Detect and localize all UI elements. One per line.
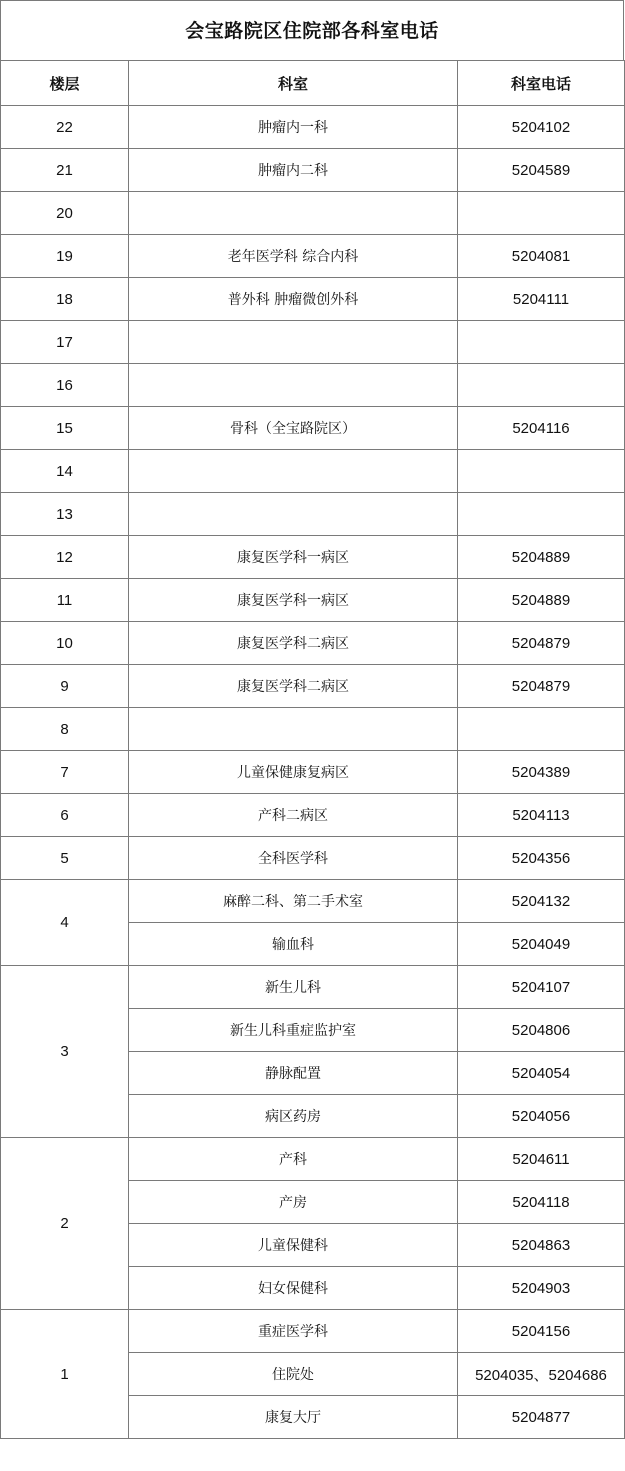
department-cell (129, 321, 458, 364)
phone-cell: 5204056 (458, 1095, 625, 1138)
floor-cell: 22 (1, 106, 129, 149)
department-cell: 康复医学科一病区 (129, 579, 458, 622)
table-row (1, 966, 625, 1009)
floor-cell: 18 (1, 278, 129, 321)
phone-cell: 5204889 (458, 579, 625, 622)
phone-cell: 5204903 (458, 1267, 625, 1310)
table-row (1, 192, 625, 235)
department-cell: 普外科 肿瘤微创外科 (129, 278, 458, 321)
floor-cell: 13 (1, 493, 129, 536)
table-row (1, 450, 625, 493)
phone-cell: 5204589 (458, 149, 625, 192)
phone-cell: 5204102 (458, 106, 625, 149)
floor-cell: 17 (1, 321, 129, 364)
department-cell: 康复医学科二病区 (129, 622, 458, 665)
phone-cell: 5204054 (458, 1052, 625, 1095)
table-row (1, 407, 625, 450)
department-cell: 康复医学科二病区 (129, 665, 458, 708)
phone-cell: 5204806 (458, 1009, 625, 1052)
floor-cell: 14 (1, 450, 129, 493)
floor-cell: 8 (1, 708, 129, 751)
department-cell: 新生儿科重症监护室 (129, 1009, 458, 1052)
table-row (1, 278, 625, 321)
phone-cell: 5204107 (458, 966, 625, 1009)
floor-cell: 7 (1, 751, 129, 794)
table-row (1, 880, 625, 923)
table-row (1, 106, 625, 149)
table-row (1, 751, 625, 794)
phone-cell: 5204111 (458, 278, 625, 321)
phone-cell (458, 493, 625, 536)
floor-cell: 1 (1, 1310, 129, 1439)
floor-cell: 11 (1, 579, 129, 622)
department-cell (129, 364, 458, 407)
phone-cell: 5204116 (458, 407, 625, 450)
floor-cell: 16 (1, 364, 129, 407)
header-department: 科室 (129, 61, 458, 106)
phone-cell (458, 450, 625, 493)
department-cell: 静脉配置 (129, 1052, 458, 1095)
department-cell: 产科 (129, 1138, 458, 1181)
table-row (1, 1310, 625, 1353)
department-cell: 妇女保健科 (129, 1267, 458, 1310)
phone-cell: 5204611 (458, 1138, 625, 1181)
header-floor: 楼层 (1, 61, 129, 106)
table-row (1, 321, 625, 364)
phone-cell: 5204879 (458, 665, 625, 708)
table-row (1, 708, 625, 751)
floor-cell: 5 (1, 837, 129, 880)
department-phone-table (0, 60, 625, 1439)
floor-cell: 21 (1, 149, 129, 192)
department-cell (129, 192, 458, 235)
phone-cell (458, 321, 625, 364)
table-row (1, 622, 625, 665)
department-cell: 儿童保健科 (129, 1224, 458, 1267)
table-row (1, 235, 625, 278)
department-cell: 儿童保健康复病区 (129, 751, 458, 794)
department-cell: 康复大厅 (129, 1396, 458, 1439)
table-row (1, 149, 625, 192)
department-cell: 骨科（全宝路院区） (129, 407, 458, 450)
header-phone: 科室电话 (458, 61, 625, 106)
phone-cell: 5204049 (458, 923, 625, 966)
table-row (1, 665, 625, 708)
phone-cell: 5204877 (458, 1396, 625, 1439)
floor-cell: 3 (1, 966, 129, 1138)
department-cell: 新生儿科 (129, 966, 458, 1009)
phone-cell: 5204356 (458, 837, 625, 880)
department-cell: 住院处 (129, 1353, 458, 1396)
table-row (1, 579, 625, 622)
table-row (1, 837, 625, 880)
phone-cell: 5204863 (458, 1224, 625, 1267)
table-row (1, 794, 625, 837)
floor-cell: 19 (1, 235, 129, 278)
phone-cell: 5204113 (458, 794, 625, 837)
phone-cell: 5204389 (458, 751, 625, 794)
table-row (1, 493, 625, 536)
floor-cell: 12 (1, 536, 129, 579)
department-cell: 麻醉二科、第二手术室 (129, 880, 458, 923)
department-cell (129, 493, 458, 536)
department-cell: 输血科 (129, 923, 458, 966)
floor-cell: 2 (1, 1138, 129, 1310)
phone-cell (458, 364, 625, 407)
phone-cell: 5204889 (458, 536, 625, 579)
phone-cell: 5204118 (458, 1181, 625, 1224)
table-row (1, 1138, 625, 1181)
department-cell: 全科医学科 (129, 837, 458, 880)
department-cell: 重症医学科 (129, 1310, 458, 1353)
table-row (1, 536, 625, 579)
department-cell: 肿瘤内一科 (129, 106, 458, 149)
floor-cell: 10 (1, 622, 129, 665)
department-cell: 肿瘤内二科 (129, 149, 458, 192)
floor-cell: 20 (1, 192, 129, 235)
floor-cell: 9 (1, 665, 129, 708)
table-row (1, 364, 625, 407)
phone-cell: 5204132 (458, 880, 625, 923)
department-cell: 病区药房 (129, 1095, 458, 1138)
department-cell: 产科二病区 (129, 794, 458, 837)
department-cell: 康复医学科一病区 (129, 536, 458, 579)
department-cell: 产房 (129, 1181, 458, 1224)
floor-cell: 15 (1, 407, 129, 450)
floor-cell: 4 (1, 880, 129, 966)
department-cell (129, 708, 458, 751)
phone-cell: 5204156 (458, 1310, 625, 1353)
document-title: 会宝路院区住院部各科室电话 (0, 0, 624, 60)
department-cell (129, 450, 458, 493)
phone-cell: 5204879 (458, 622, 625, 665)
floor-cell: 6 (1, 794, 129, 837)
phone-cell: 5204035、5204686 (458, 1353, 625, 1396)
phone-cell: 5204081 (458, 235, 625, 278)
department-cell: 老年医学科 综合内科 (129, 235, 458, 278)
table-header-row (1, 61, 625, 106)
table-body (1, 106, 625, 1439)
phone-cell (458, 192, 625, 235)
phone-cell (458, 708, 625, 751)
